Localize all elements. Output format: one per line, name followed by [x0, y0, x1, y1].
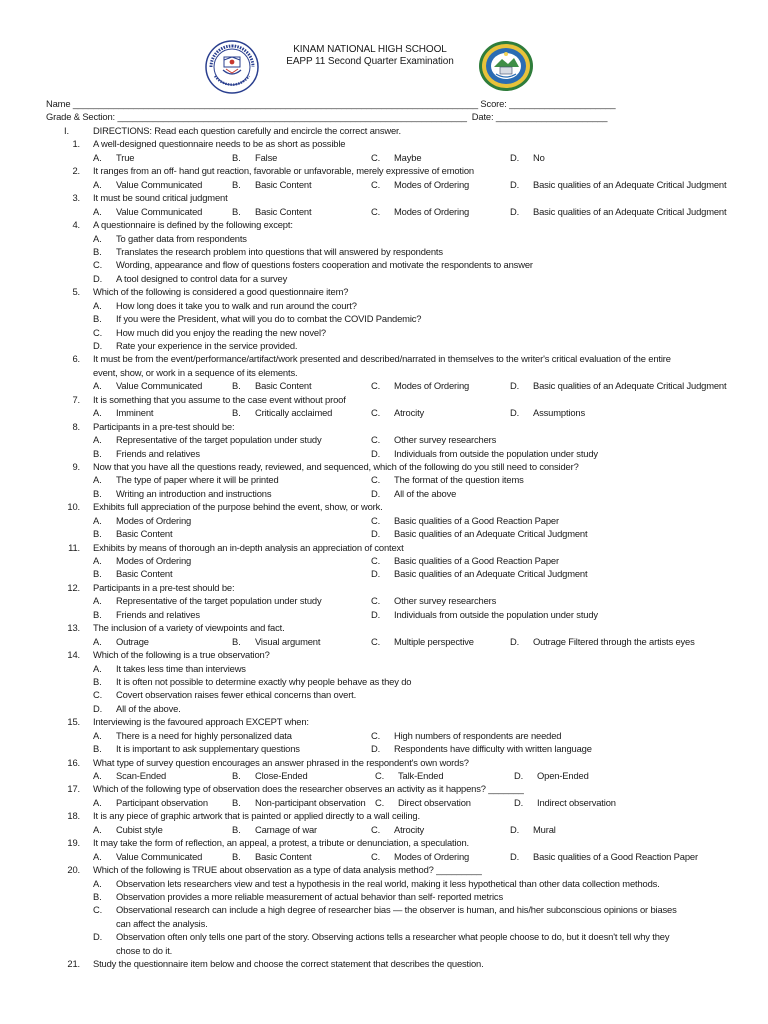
- question-number: 4.: [72, 219, 80, 231]
- choice-text: Basic qualities of an Adequate Critical Judgment: [394, 528, 588, 540]
- choice-text: Observation lets researchers view and test a hypothesis in the real world, making it less hypothetical than other data collection methods.: [116, 877, 660, 889]
- choice-letter: B.: [232, 178, 241, 190]
- choice-letter: D.: [371, 447, 381, 459]
- question-row: [0, 836, 768, 849]
- choice-letter: B.: [93, 313, 102, 325]
- options-row: [0, 930, 768, 943]
- question-number: 20.: [67, 864, 80, 876]
- question-text: Exhibits by means of thorough an in-depth analysis an appreciation of context: [93, 541, 404, 553]
- choice-letter: C.: [371, 151, 381, 163]
- question-text: Which of the following type of observation does the researcher observes an activity as it happens? _______: [93, 783, 524, 795]
- choice-letter: A.: [93, 299, 102, 311]
- choice-text: Visual argument: [255, 635, 321, 647]
- choice-text: The format of the question items: [394, 474, 524, 486]
- options-row: [0, 688, 768, 701]
- question-number: 19.: [67, 837, 80, 849]
- choice-text: There is a need for highly personalized data: [116, 729, 292, 741]
- choice-letter: D.: [514, 770, 524, 781]
- options-row: [0, 917, 768, 930]
- choice-letter: B.: [232, 823, 241, 835]
- directions-row: [0, 124, 768, 137]
- question-text: A questionnaire is defined by the following except:: [93, 219, 293, 231]
- choice-text: Close-Ended: [255, 770, 308, 781]
- choice-letter: A.: [93, 205, 102, 217]
- choice-text: Basic qualities of an Adequate Critical Judgment: [533, 205, 727, 217]
- options-row: [0, 339, 768, 352]
- choice-letter: D.: [371, 487, 381, 499]
- question-text: Interviewing is the favoured approach EXCEPT when:: [93, 716, 309, 728]
- choice-letter: A.: [93, 729, 102, 741]
- choice-text: Modes of Ordering: [394, 850, 470, 862]
- choice-text: Open-Ended: [537, 770, 589, 781]
- question-row: [0, 782, 768, 795]
- choice-letter: D.: [510, 407, 520, 419]
- choice-letter: C.: [371, 434, 381, 446]
- choice-text: Basic Content: [255, 178, 312, 190]
- options-row: [0, 245, 768, 258]
- question-text: Participants in a pre-test should be:: [93, 581, 235, 593]
- options-row: [0, 487, 768, 500]
- choice-text: Representative of the target population under study: [116, 595, 322, 607]
- options-row: [0, 944, 768, 957]
- options-row: [0, 903, 768, 916]
- choice-text: Value Communicated: [116, 205, 203, 217]
- school-name: KINAM NATIONAL HIGH SCHOOL: [293, 44, 447, 55]
- question-text: Participants in a pre-test should be:: [93, 420, 235, 432]
- options-row: [0, 326, 768, 339]
- grade-date-row[interactable]: Grade & Section: _____________________________________________________________________ Date: ______________________: [46, 111, 608, 122]
- question-row: [0, 621, 768, 634]
- question-row: [0, 285, 768, 298]
- choice-letter: B.: [232, 796, 241, 808]
- question-number: 3.: [72, 192, 80, 204]
- choice-letter: C.: [371, 514, 381, 526]
- choice-letter: B.: [93, 675, 102, 687]
- choice-letter: B.: [93, 568, 102, 580]
- choice-letter: A.: [93, 770, 102, 781]
- question-number: 16.: [67, 756, 80, 768]
- choice-letter: D.: [371, 743, 381, 755]
- choice-text: Individuals from outside the population under study: [394, 608, 598, 620]
- choice-text: Participant observation: [116, 796, 208, 808]
- choice-letter: B.: [232, 407, 241, 419]
- choice-letter: C.: [371, 823, 381, 835]
- question-number: 21.: [67, 958, 80, 970]
- choice-letter: A.: [93, 796, 102, 808]
- choice-text: Non-participant observation: [255, 796, 366, 808]
- options-row: [0, 232, 768, 245]
- exam-title-block: [270, 44, 470, 68]
- question-number: 10.: [67, 501, 80, 513]
- choice-letter: A.: [93, 662, 102, 674]
- choice-text: Other survey researchers: [394, 434, 497, 446]
- choice-text: Scan-Ended: [116, 770, 167, 781]
- options-row: [0, 473, 768, 486]
- question-number: 17.: [67, 783, 80, 795]
- options-row: [0, 635, 768, 648]
- options-row: [0, 850, 768, 863]
- choice-text: Direct observation: [398, 796, 471, 808]
- question-text: Which of the following is considered a good questionnaire item?: [93, 286, 349, 298]
- question-row: [0, 756, 768, 769]
- choice-letter: D.: [510, 380, 520, 392]
- question-row: [0, 581, 768, 594]
- choice-text: Basic Content: [116, 528, 173, 540]
- choice-text: Other survey researchers: [394, 595, 497, 607]
- choice-text: Multiple perspective: [394, 635, 474, 647]
- options-row: [0, 406, 768, 419]
- question-text: Which of the following is a true observation?: [93, 649, 270, 661]
- choice-letter: C.: [371, 850, 381, 862]
- choice-text: Basic Content: [255, 380, 312, 392]
- choice-letter: B.: [93, 528, 102, 540]
- choice-letter: C.: [93, 904, 103, 916]
- choice-letter: A.: [93, 434, 102, 446]
- choice-text: How long does it take you to walk and run around the court?: [116, 299, 357, 311]
- choice-text: True: [116, 151, 135, 163]
- options-row: [0, 514, 768, 527]
- question-text: It must be sound critical judgment: [93, 192, 228, 204]
- choice-letter: C.: [371, 474, 381, 486]
- choice-letter: B.: [93, 608, 102, 620]
- choice-letter: D.: [93, 272, 103, 284]
- choice-text: Modes of Ordering: [394, 178, 470, 190]
- choice-text: Basic qualities of a Good Reaction Paper: [533, 850, 698, 862]
- choice-letter: C.: [371, 729, 381, 741]
- choice-text: Imminent: [116, 407, 154, 419]
- choice-text: chose to do it.: [116, 944, 173, 956]
- question-text: It is any piece of graphic artwork that is painted or applied directly to a wall ceiling.: [93, 810, 420, 822]
- options-row: [0, 662, 768, 675]
- question-text: Study the questionnaire item below and choose the correct statement that describes the question.: [93, 958, 484, 970]
- choice-text: If you were the President, what will you do to combat the COVID Pandemic?: [116, 313, 422, 325]
- options-row: [0, 178, 768, 191]
- question-text: Which of the following is TRUE about observation as a type of data analysis method? _________: [93, 864, 482, 876]
- options-row: [0, 151, 768, 164]
- question-number: 6.: [72, 353, 80, 365]
- choice-text: Maybe: [394, 151, 422, 163]
- choice-letter: D.: [371, 528, 381, 540]
- question-number: 2.: [72, 165, 80, 177]
- choice-text: Value Communicated: [116, 850, 203, 862]
- question-row: [0, 420, 768, 433]
- options-row: [0, 877, 768, 890]
- choice-letter: B.: [93, 447, 102, 459]
- choice-text: Respondents have difficulty with written language: [394, 743, 592, 755]
- choice-letter: D.: [510, 178, 520, 190]
- choice-text: Mural: [533, 823, 556, 835]
- options-row: [0, 299, 768, 312]
- exam-name: EAPP 11 Second Quarter Examination: [286, 56, 454, 67]
- choice-text: Value Communicated: [116, 178, 203, 190]
- choice-text: Friends and relatives: [116, 447, 200, 459]
- choice-text: Assumptions: [533, 407, 586, 419]
- choice-text: Basic Content: [116, 568, 173, 580]
- choice-text: Outrage Filtered through the artists eyes: [533, 635, 695, 647]
- options-row: [0, 769, 768, 782]
- choice-letter: D.: [371, 568, 381, 580]
- choice-letter: C.: [375, 770, 385, 781]
- question-number: 5.: [72, 286, 80, 298]
- choice-letter: A.: [93, 555, 102, 566]
- choice-letter: A.: [93, 595, 102, 607]
- choice-letter: B.: [93, 890, 102, 902]
- choice-letter: C.: [93, 259, 103, 271]
- choice-letter: A.: [93, 635, 102, 647]
- choice-text: Modes of Ordering: [394, 380, 470, 392]
- choice-text: can affect the analysis.: [116, 917, 208, 929]
- choice-letter: D.: [514, 796, 524, 808]
- choice-text: It takes less time than interviews: [116, 662, 246, 674]
- question-number: 8.: [72, 420, 80, 432]
- choice-letter: B.: [232, 770, 241, 781]
- choice-letter: C.: [93, 689, 103, 701]
- choice-text: Basic qualities of a Good Reaction Paper: [394, 555, 559, 566]
- options-row: [0, 272, 768, 285]
- choice-letter: C.: [371, 205, 381, 217]
- question-text: A well-designed questionnaire needs to be as short as possible: [93, 138, 346, 150]
- question-list: [0, 124, 768, 971]
- options-row: [0, 205, 768, 218]
- options-row: [0, 527, 768, 540]
- choice-letter: C.: [371, 178, 381, 190]
- choice-text: Basic Content: [255, 850, 312, 862]
- choice-letter: A.: [93, 151, 102, 163]
- question-text: It must be from the event/performance/artifact/work presented and described/narrated in themselves to the writer's critical evaluation of the entire: [93, 353, 671, 365]
- question-text: It may take the form of reflection, an appeal, a protest, a tribute or denunciation, a speculation.: [93, 837, 470, 849]
- question-row: [0, 164, 768, 177]
- question-number: 14.: [67, 649, 80, 661]
- options-row: [0, 702, 768, 715]
- options-row: [0, 447, 768, 460]
- options-row: [0, 554, 768, 567]
- choice-text: No: [533, 151, 545, 163]
- question-row: [0, 500, 768, 513]
- question-number: 1.: [72, 138, 80, 150]
- choice-text: Basic qualities of an Adequate Critical Judgment: [394, 568, 588, 580]
- choice-text: Translates the research problem into questions that will answered by respondents: [116, 245, 443, 257]
- choice-text: All of the above.: [116, 702, 181, 714]
- options-row: [0, 796, 768, 809]
- choice-text: All of the above: [394, 487, 457, 499]
- choice-text: How much did you enjoy the reading the new novel?: [116, 326, 326, 338]
- options-row: [0, 379, 768, 392]
- directions-number: I.: [64, 125, 69, 136]
- choice-letter: D.: [93, 340, 103, 351]
- choice-letter: A.: [93, 850, 102, 862]
- options-row: [0, 823, 768, 836]
- choice-text: Indirect observation: [537, 796, 616, 808]
- school-seal-logo: [478, 40, 534, 92]
- choice-letter: D.: [510, 823, 520, 835]
- choice-letter: B.: [232, 850, 241, 862]
- choice-text: Modes of Ordering: [116, 555, 192, 566]
- choice-text: Covert observation raises fewer ethical concerns than overt.: [116, 689, 357, 701]
- choice-text: To gather data from respondents: [116, 232, 247, 244]
- choice-text: Basic Content: [255, 205, 312, 217]
- choice-letter: B.: [93, 743, 102, 755]
- question-text: It ranges from an off- hand gut reaction, favorable or unfavorable, merely expressive of emotion: [93, 165, 474, 177]
- choice-text: Writing an introduction and instructions: [116, 487, 272, 499]
- choice-letter: B.: [232, 635, 241, 647]
- choice-letter: C.: [375, 796, 385, 808]
- choice-text: Critically acclaimed: [255, 407, 333, 419]
- choice-text: It is important to ask supplementary questions: [116, 743, 300, 755]
- question-number: 15.: [67, 716, 80, 728]
- options-row: [0, 258, 768, 271]
- choice-letter: C.: [371, 595, 381, 607]
- question-row: [0, 648, 768, 661]
- choice-text: Wording, appearance and flow of questions fosters cooperation and motivate the respondents to answer: [116, 259, 533, 271]
- question-text: The inclusion of a variety of viewpoints and fact.: [93, 622, 285, 634]
- choice-letter: A.: [93, 380, 102, 392]
- choice-letter: B.: [93, 245, 102, 257]
- choice-text: Atrocity: [394, 823, 425, 835]
- choice-text: Value Communicated: [116, 380, 203, 392]
- question-text: Now that you have all the questions ready, reviewed, and sequenced, which of the following do you still need to consider?: [93, 460, 579, 472]
- choice-letter: D.: [510, 635, 520, 647]
- choice-letter: A.: [93, 407, 102, 419]
- question-number: 13.: [67, 622, 80, 634]
- choice-text: It is often not possible to determine exactly why people behave as they do: [116, 675, 412, 687]
- choice-text: Modes of Ordering: [116, 514, 192, 526]
- choice-text: Observation provides a more reliable measurement of actual behavior than self- reported metrics: [116, 890, 503, 902]
- choice-text: False: [255, 151, 278, 163]
- choice-text: Friends and relatives: [116, 608, 200, 620]
- options-row: [0, 594, 768, 607]
- choice-letter: B.: [232, 380, 241, 392]
- choice-text: High numbers of respondents are needed: [394, 729, 562, 741]
- choice-letter: C.: [93, 326, 103, 338]
- choice-text: Carnage of war: [255, 823, 317, 835]
- question-row: [0, 460, 768, 473]
- deped-seal-logo: [205, 40, 259, 94]
- choice-text: Representative of the target population under study: [116, 434, 322, 446]
- question-text: event, show, or work in a sequence of its elements.: [93, 366, 298, 378]
- choice-letter: C.: [371, 635, 381, 647]
- choice-letter: D.: [510, 151, 520, 163]
- choice-letter: A.: [93, 232, 102, 244]
- choice-letter: C.: [371, 380, 381, 392]
- question-row: [0, 218, 768, 231]
- choice-text: Basic qualities of a Good Reaction Paper: [394, 514, 559, 526]
- directions-text: DIRECTIONS: Read each question carefully and encircle the correct answer.: [93, 125, 401, 136]
- question-row: [0, 352, 768, 365]
- choice-text: Outrage: [116, 635, 149, 647]
- options-row: [0, 742, 768, 755]
- question-row: [0, 541, 768, 554]
- question-row: [0, 393, 768, 406]
- question-row: [0, 809, 768, 822]
- options-row: [0, 729, 768, 742]
- name-score-row[interactable]: Name ________________________________________________________________________________ Score: _____________________: [46, 98, 616, 109]
- options-row: [0, 312, 768, 325]
- question-row: [0, 715, 768, 728]
- choice-text: The type of paper where it will be printed: [116, 474, 279, 486]
- question-number: 11.: [68, 541, 80, 553]
- choice-letter: A.: [93, 823, 102, 835]
- choice-text: Basic qualities of an Adequate Critical Judgment: [533, 178, 727, 190]
- question-number: 7.: [72, 393, 80, 405]
- question-row: [0, 137, 768, 150]
- choice-letter: D.: [93, 931, 103, 943]
- options-row: [0, 433, 768, 446]
- choice-text: Observational research can include a high degree of researcher bias — the observer is human, and his/her subconscious opinions or biases: [116, 904, 677, 916]
- choice-letter: D.: [371, 608, 381, 620]
- choice-text: Individuals from outside the population under study: [394, 447, 598, 459]
- question-row: [0, 957, 768, 970]
- choice-letter: A.: [93, 474, 102, 486]
- exam-header: [0, 40, 768, 92]
- choice-text: A tool designed to control data for a survey: [116, 272, 288, 284]
- question-number: 18.: [67, 810, 80, 822]
- question-number: 9.: [72, 460, 80, 472]
- options-row: [0, 567, 768, 580]
- choice-text: Basic qualities of an Adequate Critical Judgment: [533, 380, 727, 392]
- choice-text: Talk-Ended: [398, 770, 444, 781]
- question-row: [0, 366, 768, 379]
- choice-text: Modes of Ordering: [394, 205, 470, 217]
- choice-letter: D.: [510, 850, 520, 862]
- question-text: It is something that you assume to the case event without proof: [93, 393, 346, 405]
- options-row: [0, 890, 768, 903]
- choice-letter: A.: [93, 514, 102, 526]
- question-text: Exhibits full appreciation of the purpose behind the event, show, or work.: [93, 501, 383, 513]
- choice-letter: D.: [93, 702, 103, 714]
- choice-letter: D.: [510, 205, 520, 217]
- options-row: [0, 608, 768, 621]
- question-row: [0, 191, 768, 204]
- choice-letter: C.: [371, 407, 381, 419]
- question-number: 12.: [67, 581, 80, 593]
- question-row: [0, 863, 768, 876]
- choice-letter: B.: [232, 205, 241, 217]
- choice-text: Rate your experience in the service provided.: [116, 340, 298, 351]
- choice-letter: C.: [371, 555, 381, 566]
- choice-text: Cubist style: [116, 823, 163, 835]
- choice-text: Atrocity: [394, 407, 425, 419]
- choice-text: Observation often only tells one part of the story. Observing actions tells a researcher what people choose to do, but it doesn't tell why they: [116, 931, 670, 943]
- choice-letter: B.: [232, 151, 241, 163]
- choice-letter: A.: [93, 178, 102, 190]
- choice-letter: B.: [93, 487, 102, 499]
- question-text: What type of survey question encourages an answer phrased in the respondent's own words?: [93, 756, 469, 768]
- choice-letter: A.: [93, 877, 102, 889]
- options-row: [0, 675, 768, 688]
